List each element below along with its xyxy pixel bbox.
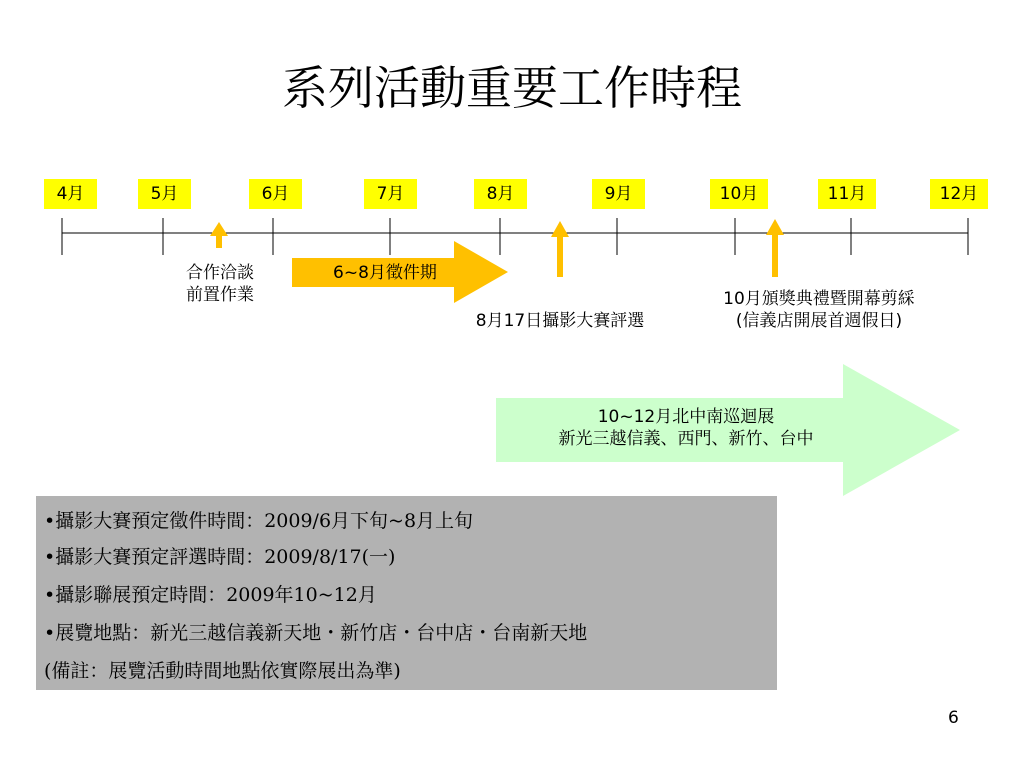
month-apr: 4月 [44,179,97,209]
month-oct: 10月 [710,179,768,209]
slide-title: 系列活動重要工作時程 [282,61,742,115]
tour-label [508,406,864,450]
prep-label-line1: 合作洽談 [186,263,254,283]
judging-arrow-icon [551,221,569,277]
tour-label-line2: 新光三越信義、西門、新竹、台中 [558,429,814,449]
month-jul: 7月 [364,179,417,209]
note-line: •攝影大賽預定徵件時間：2009/6月下旬~8月上旬 [44,510,474,532]
judging-label: 8月17日攝影大賽評選 [475,311,645,331]
timeline-ticks [62,218,968,255]
ceremony-label [688,288,950,332]
notes-box [36,496,777,690]
submission-period-label: 6~8月徵件期 [333,263,437,283]
tour-label-line1: 10~12月北中南巡迴展 [597,407,775,427]
month-aug: 8月 [474,179,527,209]
note-line: •攝影聯展預定時間：2009年10~12月 [44,584,377,606]
month-dec: 12月 [930,179,988,209]
note-remark: (備註：展覽活動時間地點依實際展出為準) [44,660,401,682]
month-may: 5月 [138,179,191,209]
month-jun: 6月 [249,179,302,209]
note-line: •攝影大賽預定評選時間：2009/8/17(一) [44,546,396,568]
page-number: 6 [948,708,959,728]
ceremony-label-line2: (信義店開展首週假日) [735,311,903,331]
month-sep: 9月 [592,179,645,209]
ceremony-label-line1: 10月頒獎典禮暨開幕剪綵 [723,289,915,309]
prep-arrow-icon [210,222,228,248]
ceremony-arrow-icon [766,219,784,277]
note-line: •展覽地點：新光三越信義新天地・新竹店・台中店・台南新天地 [44,622,588,644]
prep-label-line2: 前置作業 [186,285,254,305]
prep-label [170,262,270,306]
month-nov: 11月 [818,179,876,209]
